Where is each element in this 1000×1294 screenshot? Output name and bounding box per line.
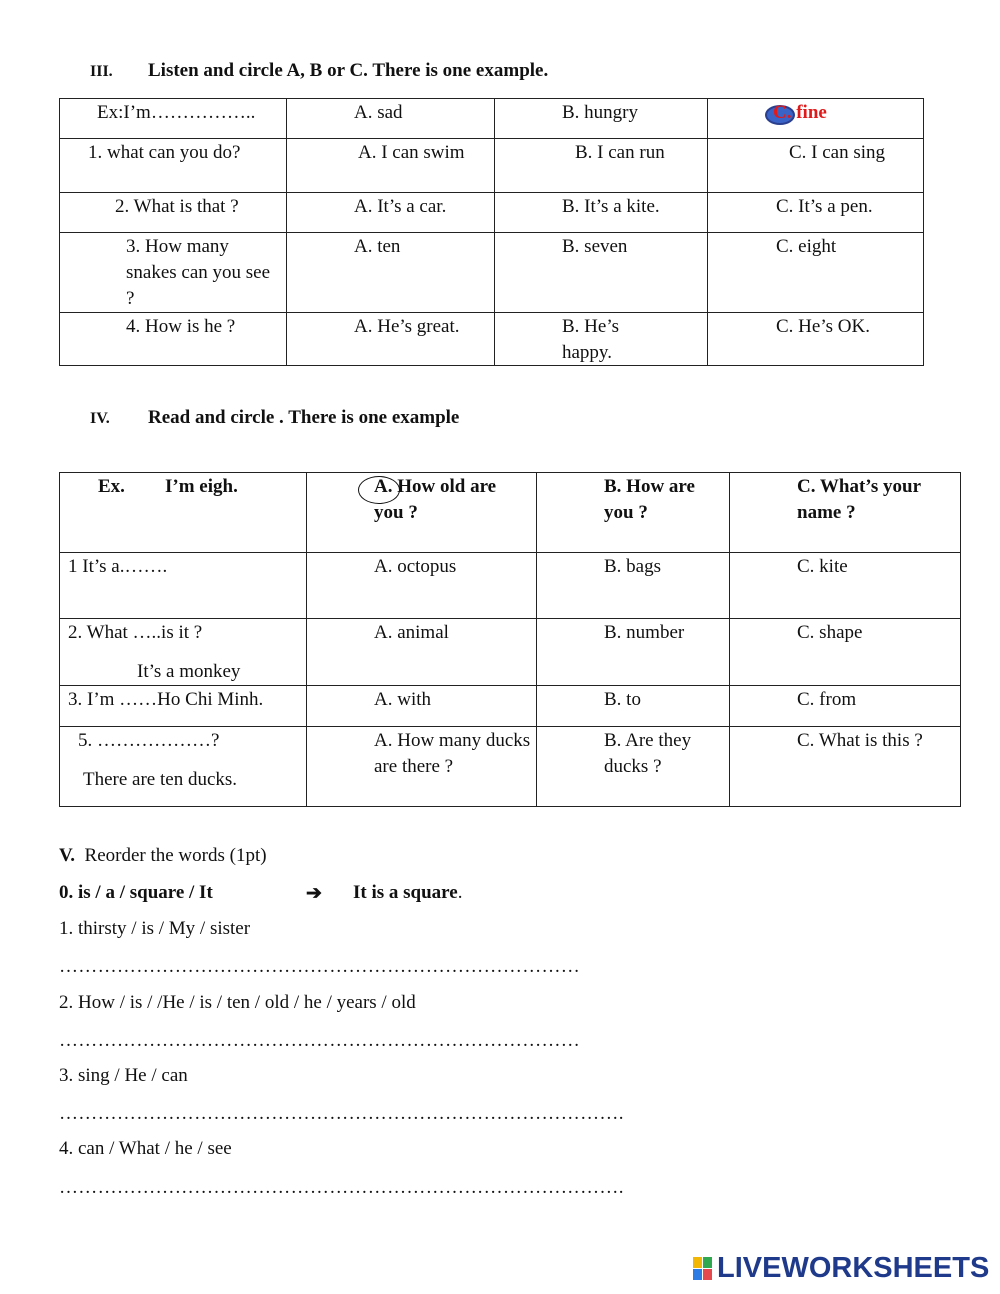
question-text: 5. ………………?: [78, 730, 220, 751]
example-answer: [353, 882, 462, 904]
option-b[interactable]: B. number: [604, 622, 685, 643]
reorder-item-1: 1. thirsty / is / My / sister: [59, 918, 251, 939]
option-b[interactable]: B. hungry: [562, 102, 638, 123]
option-b[interactable]: B. seven: [562, 236, 628, 257]
option-c[interactable]: C. eight: [776, 236, 837, 257]
reorder-item-2: 2. How / is / /He / is / ten / old / he / years / old: [59, 992, 416, 1013]
table-row: [60, 99, 924, 139]
listen-table: [59, 98, 924, 366]
read-table: [59, 472, 961, 807]
question-text: 2. What …..is it ?: [68, 622, 203, 643]
table-row: [60, 233, 924, 313]
answer-circle-icon: [358, 476, 400, 504]
option-b[interactable]: B. bags: [604, 556, 661, 577]
answer-line-1[interactable]: ………………………………………………………………………: [59, 956, 581, 977]
option-a[interactable]: A. How many ducks are there ?: [374, 730, 531, 777]
example-answer-period: .: [457, 882, 463, 903]
option-a[interactable]: A. ten: [354, 236, 401, 257]
section-5-heading: [59, 845, 267, 867]
table-row: [60, 313, 924, 366]
table-row: [60, 553, 961, 619]
option-c-letter: C.: [773, 102, 792, 123]
reorder-item-3: 3. sing / He / can: [59, 1065, 188, 1086]
option-c[interactable]: C. It’s a pen.: [776, 196, 873, 217]
option-a-text: A. How old are you ?: [374, 476, 497, 523]
section-5-number: V.: [59, 845, 76, 866]
option-c[interactable]: C. What’s your name ?: [797, 476, 921, 523]
question-text: 2. What is that ?: [115, 196, 239, 217]
section-4-title: Read and circle . There is one example: [148, 407, 460, 428]
option-c[interactable]: C. He’s OK.: [776, 316, 870, 337]
option-a[interactable]: A. with: [374, 689, 431, 710]
liveworksheets-mark-icon: [693, 1257, 713, 1281]
option-b[interactable]: B. He’s happy.: [562, 316, 619, 363]
question-text: 1. what can you do?: [88, 142, 241, 163]
option-a[interactable]: A. octopus: [374, 556, 457, 577]
option-c-text: fine: [796, 102, 827, 123]
question-text: 4. How is he ?: [126, 316, 236, 337]
section-3-heading: [90, 60, 548, 82]
brand-name: LIVEWORKSHEETS: [717, 1252, 990, 1284]
question-answer-line: There are ten ducks.: [83, 769, 238, 790]
option-b[interactable]: B. It’s a kite.: [562, 196, 660, 217]
option-b[interactable]: B. I can run: [575, 142, 665, 163]
table-row: [60, 686, 961, 727]
example-question: 0. is / a / square / It: [59, 882, 213, 903]
option-a[interactable]: A. animal: [374, 622, 449, 643]
table-row: [60, 727, 961, 807]
option-c[interactable]: C. shape: [797, 622, 863, 643]
option-b[interactable]: B. to: [604, 689, 641, 710]
answer-line-3[interactable]: …………………………………………………………………………….: [59, 1103, 624, 1124]
arrow-right-icon: ➔: [306, 883, 322, 904]
section-3-title: Listen and circle A, B or C. There is one example.: [148, 60, 549, 81]
answer-line-4[interactable]: …………………………………………………………………………….: [59, 1177, 624, 1198]
question-answer-line: It’s a monkey: [137, 661, 241, 682]
option-c[interactable]: C. I can sing: [789, 142, 886, 163]
option-c-selected[interactable]: [773, 100, 827, 126]
reorder-item-4: 4. can / What / he / see: [59, 1138, 232, 1159]
question-text: I’m eigh.: [165, 476, 238, 497]
option-a[interactable]: A. He’s great.: [354, 316, 460, 337]
option-a[interactable]: A. It’s a car.: [354, 196, 447, 217]
table-row: [60, 619, 961, 686]
answer-line-2[interactable]: ………………………………………………………………………: [59, 1030, 581, 1051]
option-a[interactable]: A. sad: [354, 102, 403, 123]
option-a[interactable]: A. I can swim: [358, 142, 465, 163]
option-a-selected[interactable]: [374, 474, 524, 526]
section-5-title: Reorder the words (1pt): [84, 845, 267, 866]
table-row: [60, 473, 961, 553]
option-b[interactable]: B. Are they ducks ?: [604, 730, 692, 777]
option-c[interactable]: C. kite: [797, 556, 848, 577]
example-answer-text: It is a square: [353, 882, 458, 903]
option-c[interactable]: C. from: [797, 689, 857, 710]
question-text: 3. I’m ……Ho Chi Minh.: [68, 689, 264, 710]
section-4-number: IV.: [90, 410, 110, 427]
section-3-number: III.: [90, 63, 113, 80]
question-text: 1 It’s a.…….: [68, 556, 168, 577]
section-4-heading: [90, 407, 459, 429]
question-text: Ex:I’m……………..: [97, 102, 256, 123]
table-row: [60, 193, 924, 233]
table-row: [60, 139, 924, 193]
option-c[interactable]: C. What is this ?: [797, 730, 923, 751]
option-b[interactable]: B. How are you ?: [604, 476, 695, 523]
question-text: 3. How many snakes can you see ?: [126, 236, 271, 309]
example-label: Ex.: [98, 476, 125, 497]
